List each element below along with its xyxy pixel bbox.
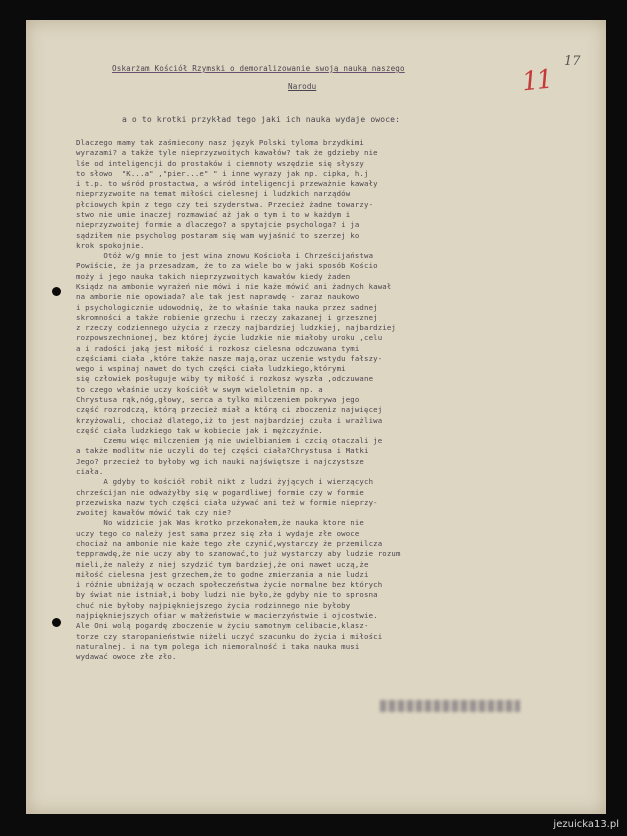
document-page [26, 20, 606, 814]
document-title: Oskarżam Kościół Rzymski o demoralizowanie swoją nauką naszego [112, 64, 405, 73]
document-subtitle: Narodu [288, 82, 317, 91]
intro-line: a o to krotki przykład tego jaki ich nauka wydaje owoce: [122, 115, 401, 124]
punch-hole-top [52, 287, 61, 296]
watermark: jezuicka13.pl [553, 819, 619, 830]
redacted-signature [380, 700, 520, 712]
body-text: Dlaczego mamy tak zaśmiecony nasz język Polski tyloma brzydkimi wyrazami? a także tyle nieprzyzwoitych kawałów? tak że gdzieby nie lśe od inteligencji do prostaków i ciemnoty wszędzie się słyszy to słowo "K...a" ,"pier...e" " i inne wyrazy jak np. cipka, h.j i t.p. to wśród prostactwa, a wśród inteligencji przeważnie kawały nieprzyzwoite na temat miłości cielesnej i ludzkich narządów płciowych kpin z tego czy tei szyderstwa. Przecież żadne towarzy- stwo nie umie inaczej rozmawiać aż jak o tym i to w każdym i nieprzyzwoitej formie a dlaczego? a spytajcie psychologa? i ja sądziłem nie psycholog postaram się wam wyjaśnić to szerzej ko krok spokojnie. Otóż w/g mnie to jest wina znowu Kościoła i Chrześcijaństwa Powiście, że ja przesadzam, że to za wiele bo w jaki sposób Kościo moży i jego nauka takich nieprzyzwoitych kawałów kiedy żaden Ksiądz na ambonie wyrażeń nie mówi i nie każe mówić ani żadnych kawał na amborie nie opowiada? ale tak jest naprawdę - zaraz naukowo i psychologicznie udowodnię, że to właśnie taka nauka przez sadnej skromności a także robienie grzechu i rzeczy zakazanej i grzesznej z rzeczy codziennego użycia z rzeczy najbardziej ludzkiej, najbardziej rozpowszechnionej, bez której życie ludzkie nie miałoby uroku ,celu a i radości jaką jest miłość i rozkosz cielesna odczuwana tymi częściami ciała ,które także nasze mają,oraz uczenie wstydu fałszy- wego i wspinaj nawet do tych części ciała ludzkiego,którymi się człowiek posługuje wiby ty miłość i rozkosz wyszła ,odczuwane to czego właśnie uczy kościół w swym wieloletnim np. a Chrystusa rąk,nóg,głowy, serca a tylko milczeniem pokrywa jego część rozrodczą, którą przecież miał a którą ci zboczeniz najwięcej krzyżowali, chociaż dlatego,iż to jest najbardziej czuła i wrażliwa część ciała ludzkiego tak w kobiecie jak i mężczyźnie. Czemu więc milczeniem ją nie uwielbianiem i czcią otaczali je a także modlitw nie uczyli do tej części ciała?Chrystusa i Matki Jego? przecież to byłoby wg ich nauki najświętsze i najczystsze ciała. A gdyby to kościół robił nikt z ludzi żyjących i wierzących chrześcijan nie odważyłby się w pogardliwej formie czy w formie przezwiska nazw tych części ciała używać ani też w formie nieprzy- zwoitej kawałów mówić tak czy nie? No widzicie jak Was krotko przekonałem,że nauka ktore nie uczy tego co należy jest sama przez się zła i wydaje złe owoce chociaż na ambonie nie każe tego złe czynić,wystarczy że przemilcza tepprawdę,że nie uczy aby to szanować,to już wystarczy aby ludzie rozum mieli,że należy z niej szydzić tym bardziej,że oni nawet uczą,że miłość cielesna jest grzechem,że to godne zmierzania a nie ludzi i róźnie ubniżają w oczach społeczeństwa życie normalne bez których by świat nie istniał,i boby ludzi nie było,że gdyby nie to sprosna chuć nie byłoby najpiękniejszego życia rodzinnego nie byłoby najpiękniejszych ofiar w małżeństwie w macierzyństwie i ojcostwie. Ale Oni wolą pogardę zboczenie w życiu samotnym celibacie,klasz- torze czy staropanieństwie niżeli uczyć szacunku do życia i miłości naturalnej. i na tym polega ich niemoralność i taka nauka musi wydawać owoce złe zło. [76, 138, 401, 662]
handwritten-mark: 11 [520, 64, 553, 98]
punch-hole-bottom [52, 618, 61, 627]
page-number: 17 [564, 54, 581, 69]
